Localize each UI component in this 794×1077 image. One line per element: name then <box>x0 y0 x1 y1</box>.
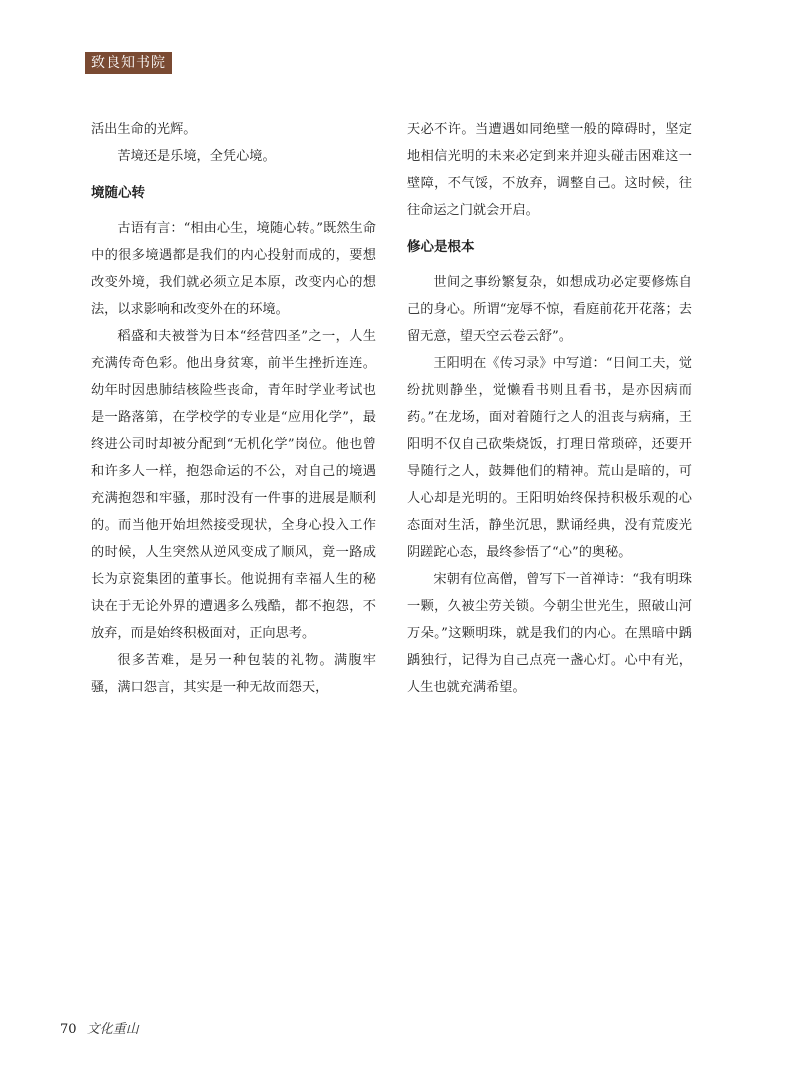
section-heading: 境随心转 <box>91 185 145 201</box>
paragraph: 世间之事纷繁复杂，如想成功必定要修炼自己的身心。所谓“宠辱不惊，看庭前花开花落；去留无意，望天空云卷云舒”。 <box>407 275 692 344</box>
paragraph: 天必不许。当遭遇如同绝壁一般的障碍时，坚定地相信光明的未来必定到来并迎头碰击困难这一壁障，不气馁，不放弃，调整自己。这时候，往往命运之门就会开启。 <box>407 122 692 218</box>
section-heading: 修心是根本 <box>407 239 475 255</box>
paragraph: 古语有言：“相由心生，境随心转。”既然生命中的很多境遇都是我们的内心投射而成的，要想改变外境，我们就必须立足本原，改变内心的想法，以求影响和改变外在的环境。 <box>91 221 376 317</box>
left-column <box>91 116 376 701</box>
magazine-logo: 文化重山 <box>86 1022 139 1037</box>
page-number: 70 <box>60 1022 77 1037</box>
paragraph: 活出生命的光辉。 <box>91 122 197 137</box>
paragraph: 宋朝有位高僧，曾写下一首禅诗：“我有明珠一颗，久被尘劳关锁。今朝尘世光生，照破山河万朵。”这颗明珠，就是我们的内心。在黑暗中踽踽独行，记得为自己点亮一盏心灯。心中有光，人生也就充满希望。 <box>407 572 692 695</box>
paragraph: 王阳明在《传习录》中写道：“日间工夫，觉纷扰则静坐，觉懒看书则且看书，是亦因病而药。”在龙场，面对着随行之人的沮丧与病痛，王阳明不仅自己砍柴烧饭，打理日常琐碎，还要开导随行之人，鼓舞他们的精神。荒山是暗的，可人心却是光明的。王阳明始终保持积极乐观的心态面对生活，静坐沉思，默诵经典，没有荒废光阴蹉跎心态，最终参悟了“心”的奥秘。 <box>407 356 692 560</box>
page-footer <box>60 1018 139 1037</box>
paragraph: 稻盛和夫被誉为日本“经营四圣”之一，人生充满传奇色彩。他出身贫寒，前半生挫折连连。幼年时因患肺结核险些丧命，青年时学业考试也是一路落第，在学校学的专业是“应用化学”，最终进公司时却被分配到“无机化学”岗位。他也曾和许多人一样，抱怨命运的不公，对自己的境遇充满抱怨和牢骚，那时没有一件事的进展是顺利的。而当他开始坦然接受现状，全身心投入工作的时候，人生突然从逆风变成了顺风，竟一路成长为京瓷集团的董事长。他说拥有幸福人生的秘诀在于无论外界的遭遇多么残酷，都不抱怨，不放弃，而是始终积极面对，正向思考。 <box>91 329 376 641</box>
right-column <box>407 116 692 701</box>
paragraph: 很多苦难，是另一种包装的礼物。满腹牢骚，满口怨言，其实是一种无故而怨天， <box>91 653 376 695</box>
section-tag: 致良知书院 <box>85 52 172 74</box>
paragraph: 苦境还是乐境，全凭心境。 <box>117 149 276 164</box>
